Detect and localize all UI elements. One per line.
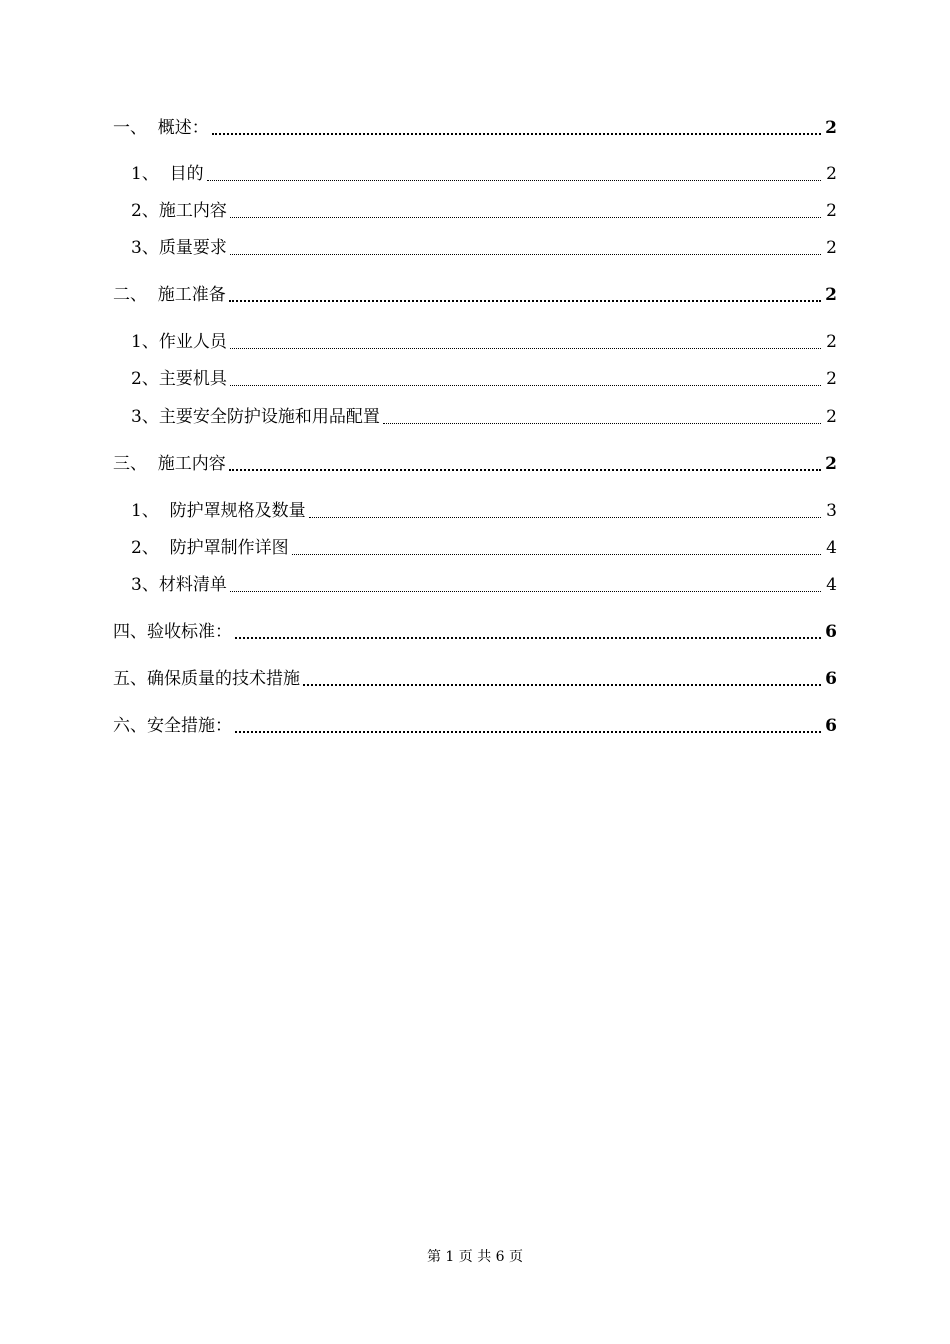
toc-subsection-entry: [131, 499, 837, 523]
toc-dot-leader: [235, 637, 821, 639]
toc-page-number: 2: [826, 164, 837, 184]
toc-section-entry: [113, 452, 837, 476]
toc-subsection-entry: [131, 330, 837, 354]
toc-page-number: 6: [825, 716, 837, 736]
toc-section-entry: [113, 714, 837, 738]
toc-entry-label: 三、 施工内容: [113, 454, 226, 474]
toc-dot-leader: [303, 684, 821, 686]
toc-section-entry: [113, 620, 837, 644]
toc-entry-label: 二、 施工准备: [113, 285, 226, 305]
toc-page-number: 6: [825, 669, 837, 689]
toc-dot-leader: [230, 254, 821, 255]
toc-dot-leader: [230, 217, 821, 218]
toc-section-entry: [113, 116, 837, 140]
toc-entry-label: 3、质量要求: [131, 238, 227, 258]
toc-page-number: 2: [826, 238, 837, 258]
toc-entry-label: 四、验收标准：: [113, 622, 232, 642]
toc-subsection-entry: [131, 162, 837, 186]
toc-subsection-entry: [131, 199, 837, 223]
toc-dot-leader: [229, 469, 821, 471]
toc-entry-label: 1、 防护罩规格及数量: [131, 501, 306, 521]
toc-dot-leader: [383, 423, 821, 424]
toc-dot-leader: [207, 180, 821, 181]
toc-dot-leader: [229, 300, 821, 302]
toc-dot-leader: [235, 731, 821, 733]
toc-section-entry: [113, 667, 837, 691]
toc-entry-label: 一、 概述：: [113, 118, 209, 138]
toc-entry-label: 3、材料清单: [131, 575, 227, 595]
toc-page-number: 4: [826, 575, 837, 595]
toc-entry-label: 2、主要机具: [131, 369, 227, 389]
toc-page-number: 2: [826, 332, 837, 352]
toc-entry-label: 2、施工内容: [131, 201, 227, 221]
toc-section-entry: [113, 283, 837, 307]
toc-page-number: 2: [826, 407, 837, 427]
toc-entry-label: 六、安全措施：: [113, 716, 232, 736]
toc-dot-leader: [230, 385, 821, 386]
toc-entry-label: 2、 防护罩制作详图: [131, 538, 289, 558]
toc-dot-leader: [230, 591, 821, 592]
toc-page-number: 4: [826, 538, 837, 558]
toc-page-number: 2: [826, 369, 837, 389]
toc-page-number: 2: [825, 454, 837, 474]
toc-dot-leader: [230, 348, 821, 349]
toc-subsection-entry: [131, 536, 837, 560]
toc-dot-leader: [309, 517, 821, 518]
toc-entry-label: 五、确保质量的技术措施: [113, 669, 300, 689]
toc-subsection-entry: [131, 236, 837, 260]
toc-subsection-entry: [131, 367, 837, 391]
toc-dot-leader: [212, 133, 821, 135]
toc-page-number: 6: [825, 622, 837, 642]
toc-dot-leader: [292, 554, 821, 555]
toc-page-number: 2: [825, 285, 837, 305]
toc-page-number: 2: [825, 118, 837, 138]
toc-entry-label: 1、 目的: [131, 164, 204, 184]
toc-entry-label: 3、主要安全防护设施和用品配置: [131, 407, 380, 427]
page-footer: 第 1 页 共 6 页: [426, 1249, 524, 1265]
toc-subsection-entry: [131, 573, 837, 597]
toc-subsection-entry: [131, 405, 837, 429]
toc-page-number: 3: [826, 501, 837, 521]
toc-page-number: 2: [826, 201, 837, 221]
toc-entry-label: 1、作业人员: [131, 332, 227, 352]
